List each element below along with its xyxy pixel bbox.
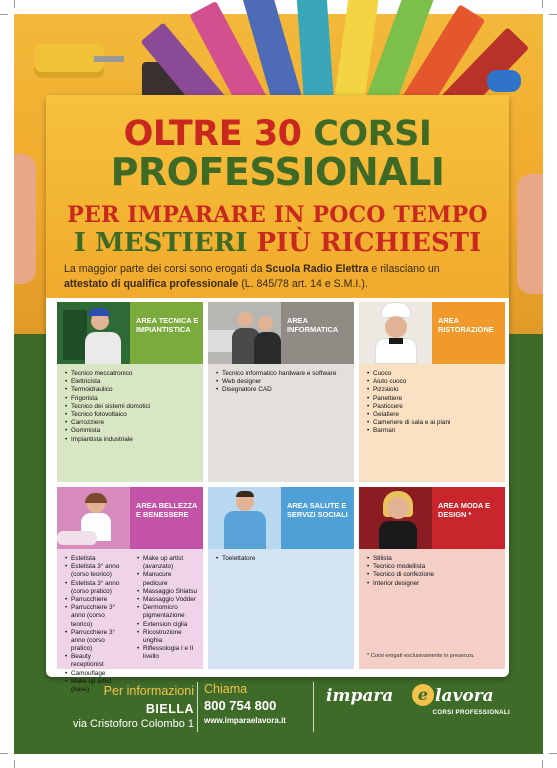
info-label: Per informazioni — [103, 684, 194, 698]
course-item: • Massaggio Vodder — [137, 596, 197, 604]
area-photo-moda — [359, 487, 432, 549]
area-body-informatica — [208, 364, 354, 482]
course-item: • Pizzaiolo — [367, 386, 501, 394]
area-title-bellezza: AREA BELLEZZA E BENESSERE — [130, 487, 203, 549]
headline-line-2: PROFESSIONALI — [110, 150, 445, 194]
course-item: • Interior designer — [367, 580, 501, 588]
roller-handle — [94, 56, 124, 62]
headline-box — [46, 95, 509, 298]
headline-trades: I MESTIERI — [73, 228, 248, 258]
area-title-salute: AREA SALUTE E SERVIZI SOCIALI — [281, 487, 354, 549]
area-title-moda: AREA MODA E DESIGN * — [432, 487, 505, 549]
course-item: • Tecnico informatico hardware e software — [216, 370, 350, 378]
course-item: • Panettiere — [367, 395, 501, 403]
area-card-moda — [359, 487, 505, 669]
intro-part-1: La maggior parte dei corsi sono erogati da — [64, 263, 266, 275]
course-list-bellezza-right — [129, 549, 201, 661]
course-item: • Dermomicro pigmentazione — [137, 604, 197, 620]
area-body-salute — [208, 549, 354, 669]
area-card-ristorazione — [359, 302, 505, 482]
course-list-moda — [359, 549, 505, 588]
course-column-left — [57, 549, 129, 694]
area-photo-tecnica — [57, 302, 130, 364]
hand-right-decoration — [517, 174, 543, 294]
crop-mark — [549, 753, 557, 754]
area-card-informatica — [208, 302, 354, 482]
crop-mark — [14, 760, 15, 768]
phone-number[interactable]: 800 754 800 — [204, 698, 277, 713]
water-tap-icon — [487, 70, 521, 92]
area-title-informatica: AREA INFORMATICA — [281, 302, 354, 364]
footnote-presence: * Corsi erogati esclusivamente in presenza. — [367, 653, 475, 659]
crop-mark — [0, 14, 8, 15]
headline-line-3: PER IMPARARE IN POCO TEMPO — [67, 202, 488, 228]
course-item: • Tecnico di confezione — [367, 571, 501, 579]
crop-mark — [542, 0, 543, 8]
course-item: • Estetista 3° anno (corso teorico) — [65, 563, 125, 579]
course-item: • Frigorista — [65, 395, 199, 403]
area-photo-informatica — [208, 302, 281, 364]
area-card-tecnica — [57, 302, 203, 482]
area-title-ristorazione: AREA RISTORAZIONE — [432, 302, 505, 364]
footer — [14, 678, 543, 754]
course-item: • Gommista — [65, 427, 199, 435]
course-list-ristorazione — [359, 364, 505, 436]
intro-part-3: (L. 845/78 art. 14 e S.M.I.). — [238, 277, 368, 290]
area-card-salute — [208, 487, 354, 669]
crop-mark — [549, 14, 557, 15]
headline-line-4 — [46, 230, 509, 256]
course-item: • Massaggio Shiatsu — [137, 588, 197, 596]
course-item: • Web designer — [216, 378, 350, 386]
course-item: • Make up artist (base) — [65, 678, 125, 694]
course-item: • Estetista — [65, 555, 125, 563]
logo-e-badge: e — [412, 684, 434, 706]
area-body-tecnica — [57, 364, 203, 482]
course-item: • Toelettatore — [216, 555, 350, 563]
course-item: • Parrucchiere — [65, 596, 125, 604]
call-label: Chiama — [204, 682, 248, 696]
course-item: • Termoidraulico — [65, 386, 199, 394]
impara-e-lavora-logo — [326, 684, 526, 722]
footer-divider — [197, 682, 198, 732]
course-list-bellezza-left — [57, 549, 129, 694]
course-item: • Manucure pedicure — [137, 571, 197, 587]
hand-left-decoration — [14, 154, 36, 284]
course-item: • Estetista 3° anno (corso pratico) — [65, 580, 125, 596]
course-item: • Beauty receptionist — [65, 653, 125, 669]
area-title-tecnica: AREA TECNICA E IMPIANTISTICA — [130, 302, 203, 364]
course-list-salute — [208, 549, 354, 563]
course-item: • Riflessologia I e II livello — [137, 645, 197, 661]
address-label: via Cristoforo Colombo 1 — [72, 718, 194, 730]
intro-certificate: attestato di qualifica professionale — [64, 277, 239, 290]
headline-in-demand: PIÙ RICHIESTI — [256, 228, 482, 258]
course-item: • Cuoco — [367, 370, 501, 378]
course-item: • Camouflage — [65, 670, 125, 678]
footer-divider — [313, 682, 314, 732]
course-item: • Stilista — [367, 555, 501, 563]
logo-subtitle: CORSI PROFESSIONALI — [432, 709, 510, 716]
course-item: • Tecnico dei sistemi domotici — [65, 403, 199, 411]
headline-courses: CORSI — [313, 114, 432, 154]
course-list-informatica — [208, 364, 354, 395]
course-item: • Ricostruzione unghia — [137, 629, 197, 645]
area-photo-bellezza — [57, 487, 130, 549]
course-item: • Gelatiere — [367, 411, 501, 419]
area-body-ristorazione — [359, 364, 505, 482]
headline-line-1 — [46, 114, 509, 154]
course-item: • Parrucchiere 3° anno (corso pratico) — [65, 629, 125, 654]
course-item: • Elettricista — [65, 378, 199, 386]
course-item: • Extension ciglia — [137, 621, 197, 629]
course-item: • Tecnico fotovoltaico — [65, 411, 199, 419]
course-item: • Cameriere di sala e ai piani — [367, 419, 501, 427]
crop-mark — [14, 0, 15, 8]
course-item: • Barman — [367, 427, 501, 435]
course-item: • Pasticcere — [367, 403, 501, 411]
intro-text — [64, 262, 496, 291]
intro-part-2: e rilasciano un — [368, 263, 440, 275]
area-body-moda — [359, 549, 505, 669]
city-label: BIELLA — [145, 702, 194, 716]
logo-word-impara: impara — [326, 686, 394, 706]
course-list-tecnica — [57, 364, 203, 444]
course-item: • Aiuto cuoco — [367, 378, 501, 386]
intro-school: Scuola Radio Elettra — [265, 263, 369, 275]
course-item: • Make up artist (avanzato) — [137, 555, 197, 571]
area-photo-ristorazione — [359, 302, 432, 364]
course-column-right — [129, 549, 201, 661]
website-link[interactable]: www.imparaelavora.it — [204, 716, 286, 725]
course-item: • Impiantista industriale — [65, 436, 199, 444]
headline-count: OLTRE 30 — [123, 114, 302, 154]
logo-word-lavora: lavora — [435, 686, 494, 706]
course-item: • Disegnatore CAD — [216, 386, 350, 394]
area-photo-salute — [208, 487, 281, 549]
course-item: • Parrucchiere 3° anno (corso teorico) — [65, 604, 125, 629]
course-item: • Tecnico meccatronico — [65, 370, 199, 378]
crop-mark — [542, 760, 543, 768]
course-item: • Tecnico modellista — [367, 563, 501, 571]
crop-mark — [0, 753, 8, 754]
course-item: • Carrozziere — [65, 419, 199, 427]
